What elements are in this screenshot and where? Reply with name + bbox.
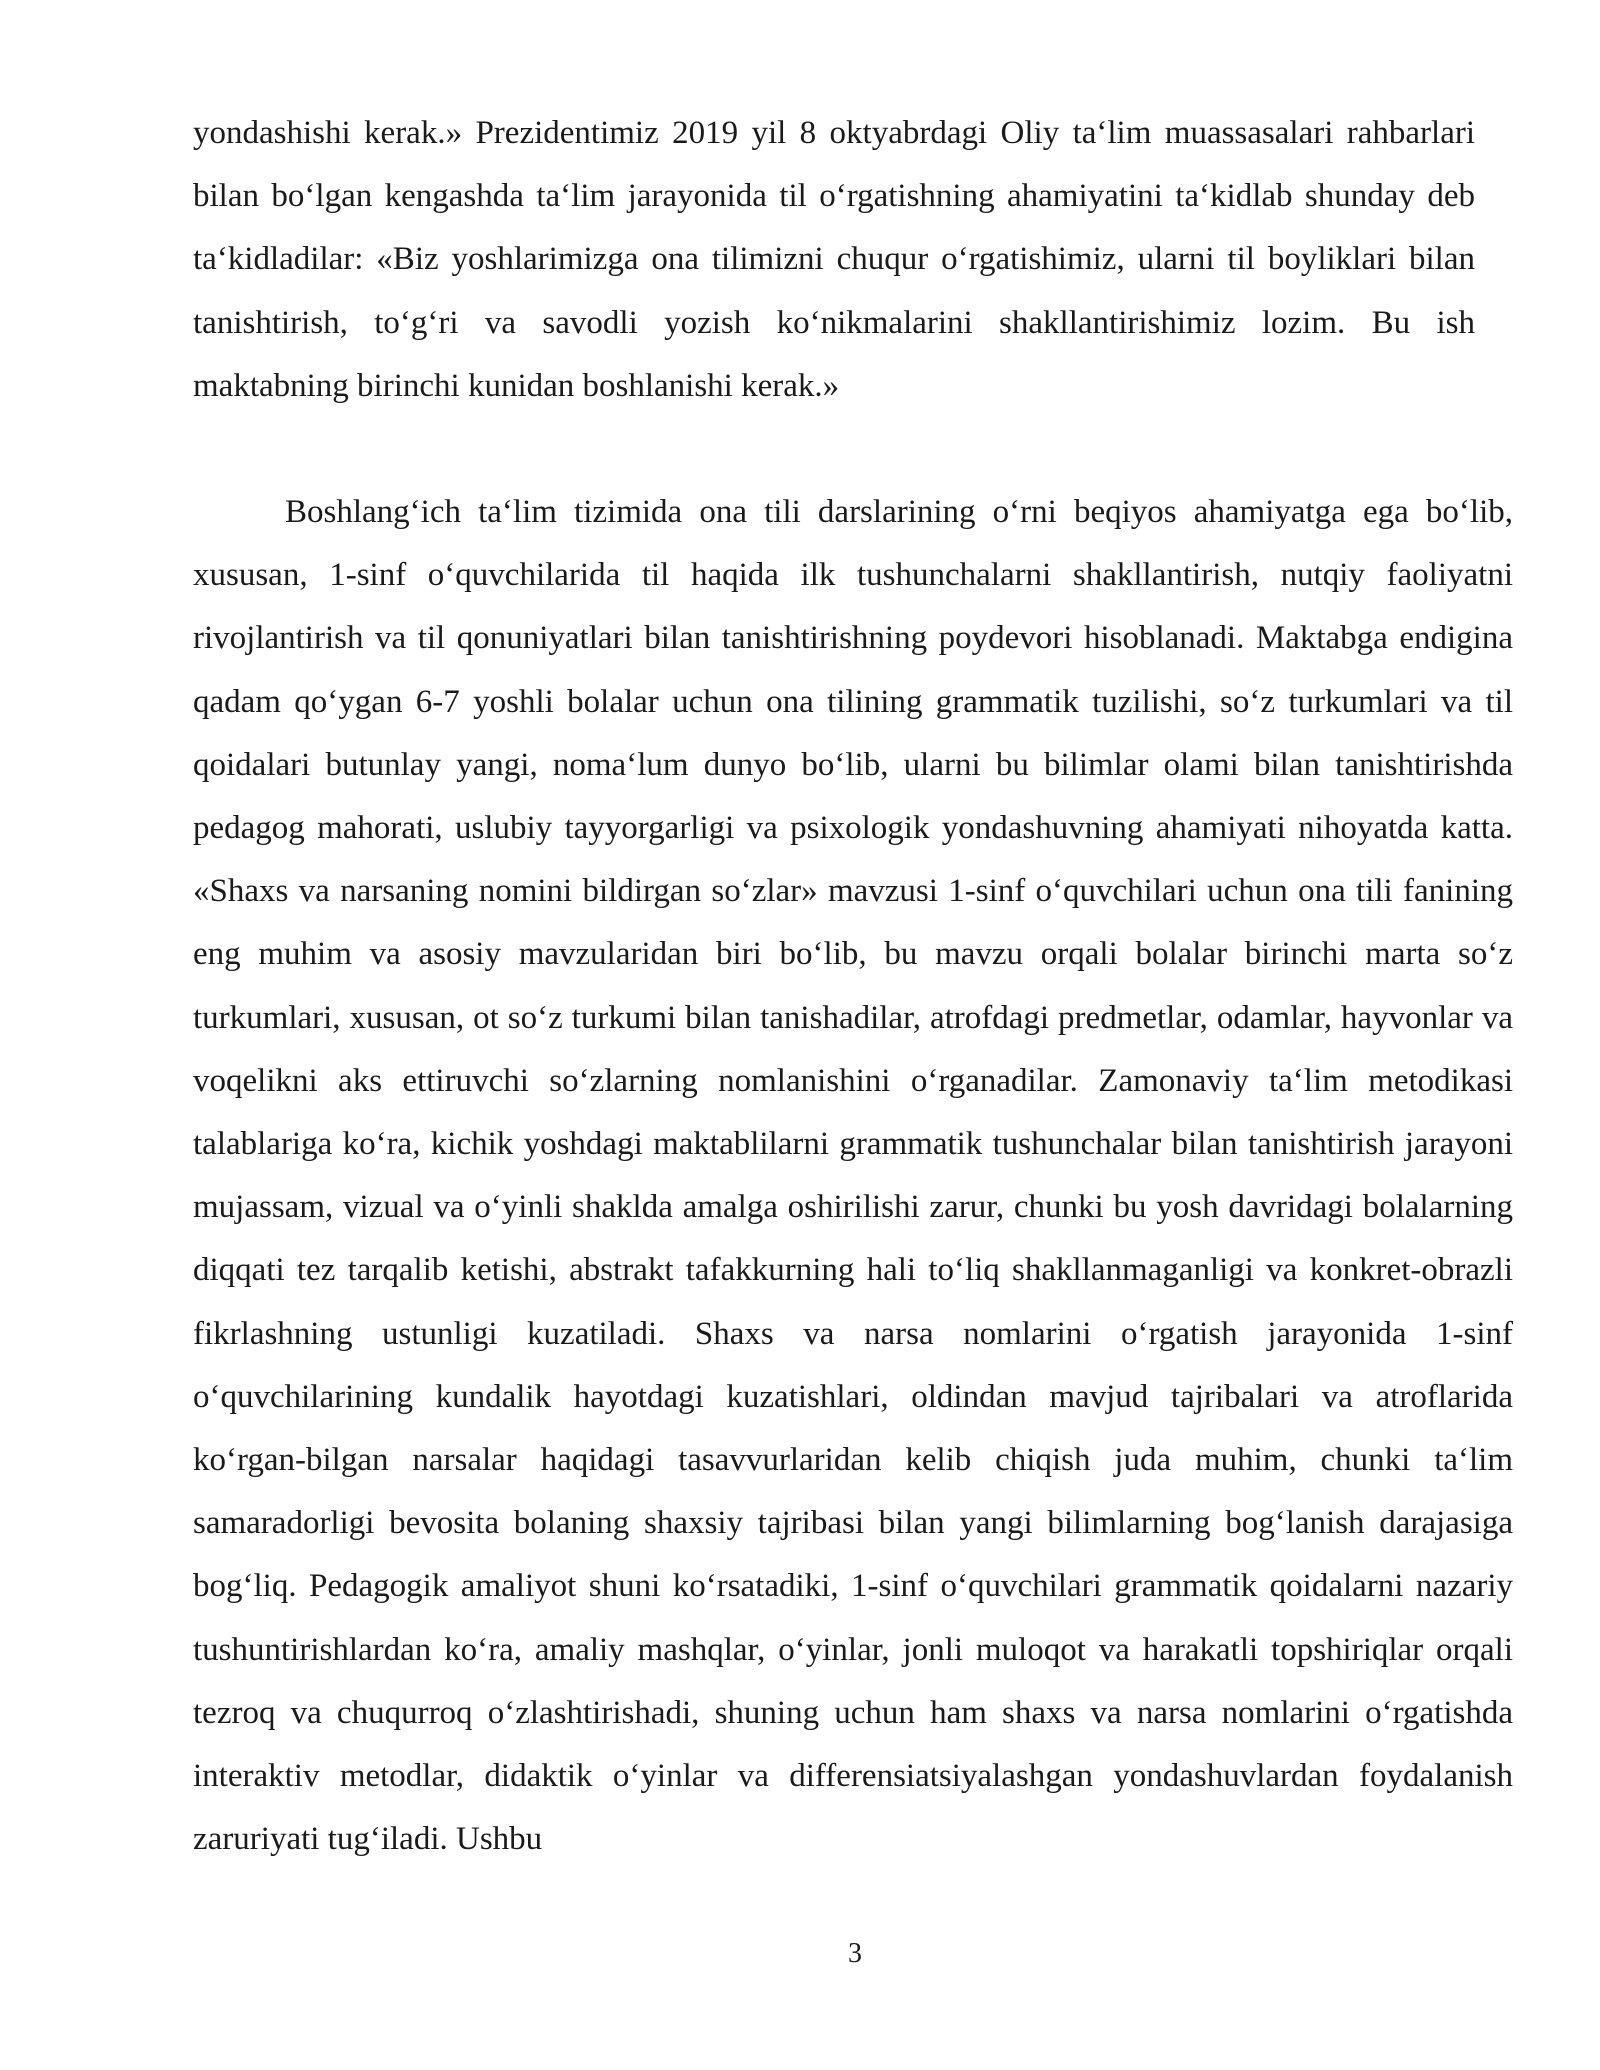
page-number: 3 (848, 1938, 862, 1969)
continuation-paragraph: yondashishi kerak.» Prezidentimiz 2019 yil 8 oktyabrdagi Oliy ta‘lim muassasalari rahbarlari bilan bo‘lgan kengashda ta‘lim jarayonida til o‘rgatishning ahamiyatini ta‘kidlab shunday deb ta‘kidladilar: «Biz yoshlarimizga ona tilimizni chuqur o‘rgatishimiz, ularni til boyliklari bilan tanishtirish, to‘g‘ri va savodli yozish ko‘nikmalarini shakllantirishimiz lozim. Bu ish maktabning birinchi kunidan boshlanishi kerak.» (193, 115, 1475, 404)
main-paragraph: Boshlang‘ich ta‘lim tizimida ona tili darslarining o‘rni beqiyos ahamiyatga ega bo‘lib, xususan, 1-sinf o‘quvchilarida til haqida ilk tushunchalarni shakllantirish, nutqiy faoliyatni rivojlantirish va til qonuniyatlari bilan tanishtirishning poydevori hisoblanadi. Maktabga endigina qadam qo‘ygan 6-7 yoshli bolalar uchun ona tilining grammatik tuzilishi, so‘z turkumlari va til qoidalari butunlay yangi, noma‘lum dunyo bo‘lib, ularni bu bilimlar olami bilan tanishtirishda pedagog mahorati, uslubiy tayyorgarligi va psixologik yondashuvning ahamiyati nihoyatda katta. «Shaxs va narsaning nomini bildirgan so‘zlar» mavzusi 1-sinf o‘quvchilari uchun ona tili fanining eng muhim va asosiy mavzularidan biri bo‘lib, bu mavzu orqali bolalar birinchi marta so‘z turkumlari, xususan, ot so‘z turkumi bilan tanishadilar, atrofdagi predmetlar, odamlar, hayvonlar va voqelikni aks ettiruvchi so‘zlarning nomlanishini o‘rganadilar. Zamonaviy ta‘lim metodikasi talablariga ko‘ra, kichik yoshdagi maktablilarni grammatik tushunchalar bilan tanishtirish jarayoni mujassam, vizual va o‘yinli shaklda amalga oshirilishi zarur, chunki bu yosh davridagi bolalarning diqqati tez tarqalib ketishi, abstrakt tafakkurning hali to‘liq shakllanmaganligi va konkret-obrazli fikrlashning ustunligi kuzatiladi. Shaxs va narsa nomlarini o‘rgatish jarayonida 1-sinf o‘quvchilarining kundalik hayotdagi kuzatishlari, oldindan mavjud tajribalari va atroflarida ko‘rgan-bilgan narsalar haqidagi tasavvurlaridan kelib chiqish juda muhim, chunki ta‘lim samaradorligi bevosita bolaning shaxsiy tajribasi bilan yangi bilimlarning bog‘lanish darajasiga bog‘liq. Pedagogik amaliyot shuni ko‘rsatadiki, 1-sinf o‘quvchilari grammatik qoidalarni nazariy tushuntirishlardan ko‘ra, amaliy mashqlar, o‘yinlar, jonli muloqot va harakatli topshiriqlar orqali tezroq va chuqurroq o‘zlashtirishadi, shuning uchun ham shaxs va narsa nomlarini o‘rgatishda interaktiv metodlar, didaktik o‘yinlar va differensiatsiyalashgan yondashuvlardan foydalanish zaruriyati tug‘iladi. Ushbu (193, 494, 1513, 1858)
